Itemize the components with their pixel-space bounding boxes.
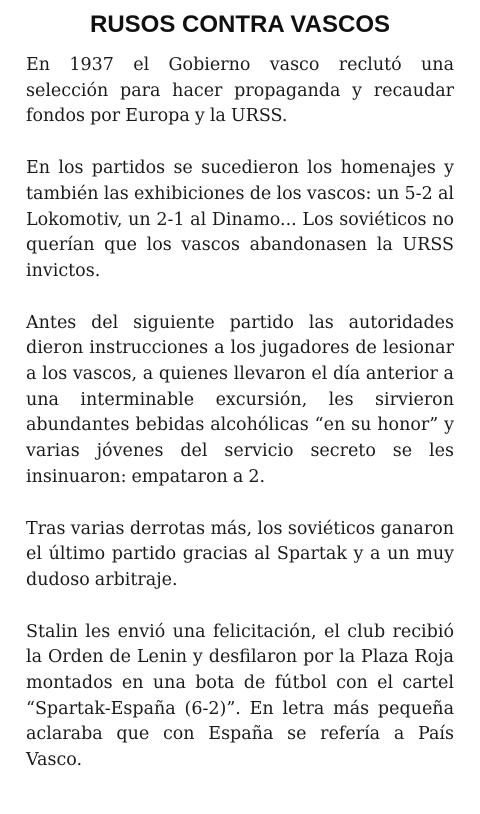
article-title: RUSOS CONTRA VASCOS	[89, 11, 391, 38]
paragraph-4: Tras varias derrotas más, los soviéticos ganaron el último partido gracias al Spartak y a un muy dudoso arbitraje.	[26, 518, 454, 590]
paragraph-3: Antes del siguiente partido las autoridades dieron instrucciones a los jugadores de lesionar a los vascos, a quienes llevaron el día anterior a una interminable excursión, les sirvieron abundantes bebidas alcohólicas “en su honor” y varias jóvenes del servicio secreto se les insinuaron: empataron a 2.	[26, 312, 454, 487]
article	[26, 8, 454, 800]
paragraph-5: Stalin les envió una felicitación, el club recibió la Orden de Lenin y desfilaron por la Plaza Roja montados en una bota de fútbol con el cartel “Spartak-España (6-2)”. En letra más pequeña aclaraba que con España se refería a País Vasco.	[26, 621, 454, 771]
paragraph-2: En los partidos se sucedieron los homenajes y también las exhibiciones de los vascos: un 5-2 al Lokomotiv, un 2-1 al Dinamo... Los soviéticos no querían que los vascos abandonasen la URSS invictos.	[26, 158, 454, 281]
paragraph-1: En 1937 el Gobierno vasco reclutó una selección para hacer propaganda y recaudar fondos por Europa y la URSS.	[26, 55, 454, 127]
